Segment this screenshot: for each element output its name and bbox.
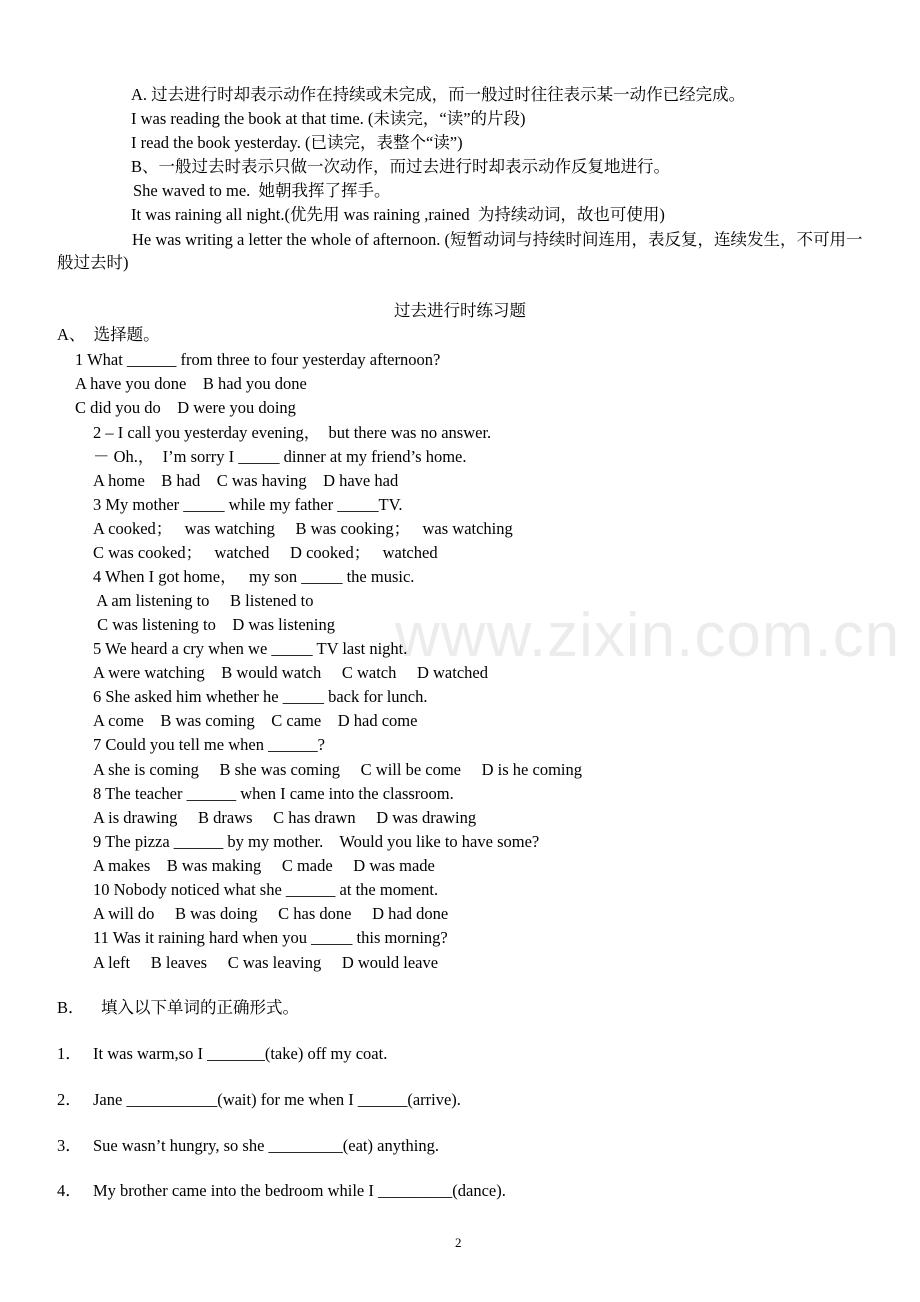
fill-item-text: My brother came into the bedroom while I _________(dance). (93, 1181, 506, 1200)
option-line: C was cooked； watched D cooked； watched (93, 543, 438, 562)
question-line: 9 The pizza ______ by my mother. Would you like to have some? (93, 832, 540, 851)
watermark: www.zixin.com.cn (395, 601, 901, 670)
option-line: A cooked； was watching B was cooking； was watching (93, 519, 513, 538)
question-line: 6 She asked him whether he _____ back for lunch. (93, 687, 428, 706)
fill-item-text: Sue wasn’t hungry, so she _________(eat) anything. (93, 1136, 439, 1155)
option-line: A come B was coming C came D had come (93, 711, 418, 730)
fill-item-text: It was warm,so I _______(take) off my coat. (93, 1044, 388, 1063)
question-line: － Oh.， I’m sorry I _____ dinner at my friend’s home. (93, 447, 467, 466)
option-line: A home B had C was having D have had (93, 471, 399, 490)
option-line: A have you done B had you done (75, 374, 307, 393)
option-line: C was listening to D was listening (93, 615, 335, 634)
rule-b-example-3: He was writing a letter the whole of afternoon. (短暂动词与持续时间连用，表反复，连续发生，不可用一般过去时) (57, 230, 863, 272)
question-line: 7 Could you tell me when ______? (93, 735, 325, 754)
section-a-heading: A、 选择题。 (57, 325, 160, 344)
option-line: A left B leaves C was leaving D would leave (93, 953, 439, 972)
option-line: A she is coming B she was coming C will be come D is he coming (93, 760, 582, 779)
question-line: 5 We heard a cry when we _____ TV last night. (93, 639, 408, 658)
rule-a-example-2: I read the book yesterday. (已读完，表整个“读”) (131, 133, 463, 152)
option-line: A is drawing B draws C has drawn D was drawing (93, 808, 477, 827)
rule-a-example-1: I was reading the book at that time. (未读完，“读”的片段) (131, 109, 526, 128)
question-line: 11 Was it raining hard when you _____ this morning? (93, 928, 448, 947)
option-line: A were watching B would watch C watch D watched (93, 663, 488, 682)
option-line: A makes B was making C made D was made (93, 856, 435, 875)
rule-b-example-2: It was raining all night.(优先用 was raining ,rained 为持续动词，故也可使用) (131, 205, 665, 224)
question-line: 2 – I call you yesterday evening， but there was no answer. (93, 423, 492, 442)
option-line: C did you do D were you doing (75, 398, 296, 417)
rule-b-text: B、一般过去时表示只做一次动作，而过去进行时却表示动作反复地进行。 (131, 157, 671, 176)
page-number: 2 (455, 1235, 462, 1250)
question-line: 4 When I got home， my son _____ the music. (93, 567, 415, 586)
section-b-heading: B． 填入以下单词的正确形式。 (57, 998, 300, 1017)
fill-item-number: 4． (57, 1181, 82, 1200)
fill-item-text: Jane ___________(wait) for me when I ______(arrive). (93, 1090, 461, 1109)
exercise-title: 过去进行时练习题 (394, 301, 526, 320)
fill-item-number: 1． (57, 1044, 82, 1063)
rule-a-text: A. 过去进行时却表示动作在持续或未完成，而一般过时往往表示某一动作已经完成。 (131, 85, 746, 104)
fill-item-number: 3． (57, 1136, 82, 1155)
option-line: A will do B was doing C has done D had done (93, 904, 449, 923)
question-line: 1 What ______ from three to four yesterday afternoon? (75, 350, 441, 369)
question-line: 10 Nobody noticed what she ______ at the moment. (93, 880, 439, 899)
question-line: 8 The teacher ______ when I came into the classroom. (93, 784, 454, 803)
rule-b-example-1: She waved to me. 她朝我挥了挥手。 (133, 181, 391, 200)
fill-item-number: 2． (57, 1090, 82, 1109)
question-line: 3 My mother _____ while my father _____TV. (93, 495, 403, 514)
option-line: A am listening to B listened to (93, 591, 314, 610)
